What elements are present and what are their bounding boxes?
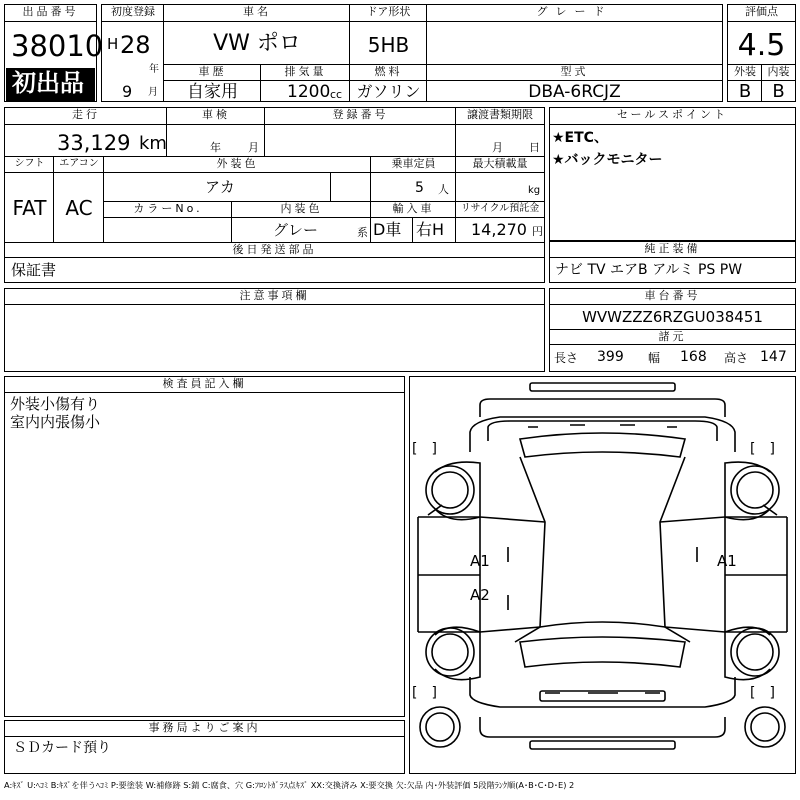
inspection-year-unit: 年 <box>210 141 221 154</box>
bracket-bottom-right: [ ] <box>750 685 775 701</box>
shift-header: シフト <box>5 157 54 173</box>
import-drive: D車 <box>373 220 402 239</box>
recycle-value: 14,270 <box>471 220 527 239</box>
office-notes-box <box>4 720 405 774</box>
int-color-value: グレー <box>273 221 319 239</box>
chassis-number: WVWZZZ6RZGU038451 <box>582 308 763 326</box>
inspector-note-1: 外装小傷有り <box>10 395 101 413</box>
mileage-header: 走行 <box>5 108 167 125</box>
genuine-equipment-header: 純正装備 <box>550 242 795 258</box>
ext-color-value: アカ <box>205 178 235 196</box>
reg-no-header: 登録番号 <box>265 108 456 125</box>
car-outline-diagram <box>410 377 795 773</box>
capacity-unit: 人 <box>438 183 449 196</box>
first-listing-label: 初出品 <box>12 69 84 97</box>
exterior-score: B <box>738 81 752 102</box>
office-note: ＳＤカード預り <box>13 740 111 756</box>
grade-header: グレード <box>427 5 722 22</box>
score-header: 評価点 <box>728 5 795 22</box>
genuine-equipment-value: ナビ TV エアB アルミ PS PW <box>555 262 743 278</box>
inspection-month-unit: 月 <box>248 141 259 154</box>
capacity-value: 5 <box>415 180 424 196</box>
vehicle-header-block <box>101 4 723 102</box>
inspector-note-2: 室内内張傷小 <box>10 413 101 431</box>
sales-points-header: セールスポイント <box>550 108 795 125</box>
damage-mark-left-front: A1 <box>470 552 490 570</box>
interior-score-header: 内装 <box>762 64 795 81</box>
inspection-header: 車検 <box>167 108 265 125</box>
max-load-header: 最大積載量 <box>456 157 544 173</box>
damage-mark-left-rear: A2 <box>470 586 490 604</box>
shift-value: FAT <box>12 196 47 220</box>
genuine-equipment-box <box>549 241 796 283</box>
spec-height-label: 高さ <box>724 351 749 365</box>
first-reg-era: H <box>107 35 119 53</box>
later-parts-header: 後日発送部品 <box>5 243 544 258</box>
mileage-value: 33,129 <box>57 131 131 155</box>
door-header: ドア形状 <box>350 5 427 22</box>
sales-point-1: ★ETC、 <box>552 130 608 146</box>
color-no-header: カラーNo. <box>104 202 232 218</box>
office-notes-header: 事務局よりご案内 <box>5 721 404 737</box>
transfer-month-unit: 月 <box>492 141 503 154</box>
mileage-unit: km <box>139 133 167 154</box>
model-code: DBA-6RCJZ <box>528 82 621 102</box>
spec-width-label: 幅 <box>648 351 661 365</box>
lot-number: 38010 <box>11 29 104 63</box>
chassis-header: 車台番号 <box>550 289 795 305</box>
fuel-header: 燃料 <box>350 64 427 81</box>
lot-number-box <box>4 4 104 102</box>
bracket-top-right: [ ] <box>750 441 775 457</box>
overall-score: 4.5 <box>737 28 786 63</box>
spec-length: 399 <box>597 349 624 365</box>
max-load-unit: kg <box>528 185 541 196</box>
notes-box <box>4 288 545 372</box>
history-header: 車歴 <box>164 64 261 81</box>
specs-header: 諸元 <box>550 329 795 345</box>
recycle-header: リサイクル預託金 <box>456 202 544 218</box>
bracket-bottom-left: [ ] <box>412 685 437 701</box>
ext-color-header: 外装色 <box>104 157 371 173</box>
aircon-header: エアコン <box>54 157 104 173</box>
exterior-score-header: 外装 <box>728 64 762 81</box>
fuel-value: ガソリン <box>356 82 421 101</box>
model-code-header: 型式 <box>427 64 722 81</box>
displacement-header: 排気量 <box>261 64 350 81</box>
first-reg-month-unit: 月 <box>148 87 158 98</box>
score-box <box>727 4 796 102</box>
int-color-unit: 系 <box>357 226 368 239</box>
door-type: 5HB <box>367 33 410 57</box>
inspector-notes-box <box>4 376 405 717</box>
sales-points-box <box>549 107 796 241</box>
first-reg-header: 初度登録 <box>102 5 164 22</box>
details-block <box>4 107 545 283</box>
lot-number-header: 出品番号 <box>5 5 96 22</box>
spec-width: 168 <box>680 349 707 365</box>
import-header: 輸入車 <box>371 202 456 218</box>
aircon-value: AC <box>65 196 93 220</box>
sales-point-2: ★バックモニター <box>552 152 663 168</box>
spec-height: 147 <box>760 349 787 365</box>
transfer-day-unit: 日 <box>529 141 540 154</box>
later-parts-value: 保証書 <box>11 261 57 279</box>
import-handle: 右H <box>416 220 445 239</box>
bracket-top-left: [ ] <box>412 441 437 457</box>
notes-header: 注意事項欄 <box>5 289 544 305</box>
displacement-unit: cc <box>330 88 343 101</box>
inspector-notes-header: 検査員記入欄 <box>5 377 404 393</box>
damage-legend: A:ｷｽﾞ U:ﾍｺﾐ B:ｷｽﾞを伴うﾍｺﾐ P:要塗装 W:補修跡 S:錆 C:腐食、穴 G:ﾌﾛﾝﾄｶﾞﾗｽ点ｷｽﾞ XX:交換済み X:要交換 欠:欠品 内･外装評価 5段階ﾗﾝｸ順(A･B･C･D･E) 2 <box>4 780 575 790</box>
car-name-header: 車名 <box>164 5 350 22</box>
int-color-header: 内装色 <box>232 202 371 218</box>
displacement-value: 1200 <box>287 82 331 102</box>
first-reg-month: 9 <box>122 82 133 101</box>
chassis-box <box>549 288 796 372</box>
capacity-header: 乗車定員 <box>371 157 456 173</box>
recycle-unit: 円 <box>532 225 543 238</box>
damage-diagram <box>409 376 796 774</box>
damage-mark-right-front: A1 <box>717 552 737 570</box>
car-name: VW ポロ <box>213 31 301 56</box>
spec-length-label: 長さ <box>554 351 579 365</box>
interior-score: B <box>772 81 785 102</box>
car-history: 自家用 <box>187 82 238 102</box>
transfer-header: 譲渡書類期限 <box>456 108 544 125</box>
first-reg-year: 28 <box>120 31 151 59</box>
first-reg-year-unit: 年 <box>149 64 159 75</box>
